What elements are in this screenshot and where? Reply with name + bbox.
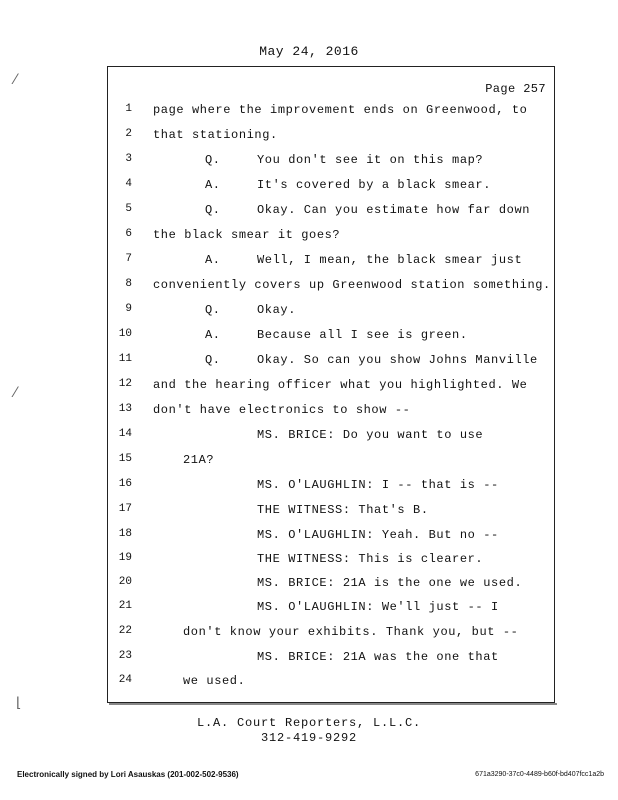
margin-mark: ⌊ [16, 695, 22, 711]
transcript-date: May 24, 2016 [259, 44, 359, 59]
line-content: Well, I mean, the black smear just [257, 253, 523, 267]
line-number: 15 [118, 453, 132, 465]
line-text: we used. [183, 674, 246, 688]
line-content: Because all I see is green. [257, 328, 468, 342]
speaker-label: Q. [205, 203, 221, 217]
line-number: 11 [118, 353, 132, 365]
line-number: 23 [118, 650, 132, 662]
line-number: 12 [118, 378, 132, 390]
line-number: 9 [125, 303, 132, 315]
speaker-label: A. [205, 178, 221, 192]
transcript-line [107, 153, 555, 177]
transcript-line [107, 103, 555, 127]
line-number: 2 [125, 128, 132, 140]
transcript-line [107, 528, 555, 552]
line-number: 19 [118, 552, 132, 564]
line-number: 16 [118, 478, 132, 490]
line-number: 22 [118, 625, 132, 637]
line-text [205, 153, 483, 167]
line-text: MS. BRICE: 21A is the one we used. [257, 576, 523, 590]
transcript-line [107, 650, 555, 674]
line-number: 10 [118, 328, 132, 340]
line-text: MS. O'LAUGHLIN: Yeah. But no -- [257, 528, 499, 542]
transcript-line [107, 478, 555, 502]
line-number: 24 [118, 674, 132, 686]
line-number: 8 [125, 278, 132, 290]
transcript-line [107, 625, 555, 649]
transcript-line [107, 303, 555, 327]
line-number: 18 [118, 528, 132, 540]
line-text: MS. BRICE: Do you want to use [257, 428, 484, 442]
electronic-signature: Electronically signed by Lori Asauskas (201-002-502-9536) [17, 770, 239, 779]
reporter-phone: 312-419-9292 [260, 731, 357, 745]
margin-mark: ⁄ [14, 385, 17, 401]
transcript-line [107, 378, 555, 402]
speaker-label: Q. [205, 353, 221, 367]
transcript-line [107, 403, 555, 427]
line-number: 21 [118, 600, 132, 612]
line-content: Okay. [257, 303, 297, 317]
transcript-line [107, 353, 555, 377]
transcript-line [107, 600, 555, 624]
transcript-line [107, 128, 555, 152]
speaker-label: Q. [205, 303, 221, 317]
transcript-line [107, 178, 555, 202]
transcript-line [107, 453, 555, 477]
speaker-label: A. [205, 328, 221, 342]
transcript-line [107, 576, 555, 600]
line-text [205, 303, 296, 317]
line-text: the black smear it goes? [153, 228, 341, 242]
line-text [205, 178, 491, 192]
transcript-line [107, 328, 555, 352]
speaker-label: Q. [205, 153, 221, 167]
line-content: Okay. Can you estimate how far down [257, 203, 531, 217]
line-text: conveniently covers up Greenwood station something. [153, 278, 551, 292]
line-number: 4 [125, 178, 132, 190]
line-text: THE WITNESS: That's B. [257, 503, 429, 517]
line-text: that stationing. [153, 128, 278, 142]
speaker-label: A. [205, 253, 221, 267]
line-number: 13 [118, 403, 132, 415]
frame-shadow [109, 703, 557, 705]
line-text: and the hearing officer what you highlighted. We [153, 378, 528, 392]
line-text: 21A? [183, 453, 215, 467]
line-text: THE WITNESS: This is clearer. [257, 552, 484, 566]
document-id: 671a3290-37c0-4489-b60f-bd407fcc1a2b [475, 771, 604, 778]
line-content: Okay. So can you show Johns Manville [257, 353, 538, 367]
line-content: You don't see it on this map? [257, 153, 484, 167]
margin-mark: ⁄ [14, 72, 17, 88]
line-number: 3 [125, 153, 132, 165]
line-text: don't have electronics to show -- [153, 403, 411, 417]
line-text: page where the improvement ends on Greenwood, to [153, 103, 528, 117]
line-text [205, 328, 468, 342]
line-text: don't know your exhibits. Thank you, but -- [183, 625, 519, 639]
transcript-line [107, 552, 555, 576]
reporter-company: L.A. Court Reporters, L.L.C. [196, 716, 422, 730]
transcript-line [107, 253, 555, 277]
line-text: MS. O'LAUGHLIN: I -- that is -- [257, 478, 499, 492]
transcript-line [107, 228, 555, 252]
line-number: 6 [125, 228, 132, 240]
line-number: 1 [125, 103, 132, 115]
transcript-line [107, 278, 555, 302]
line-number: 20 [118, 576, 132, 588]
transcript-line [107, 674, 555, 698]
line-content: It's covered by a black smear. [257, 178, 492, 192]
page-number: Page 257 [485, 82, 546, 96]
line-text: MS. BRICE: 21A was the one that [257, 650, 499, 664]
reporter-footer [0, 716, 618, 746]
line-number: 5 [125, 203, 132, 215]
line-number: 7 [125, 253, 132, 265]
line-number: 14 [118, 428, 132, 440]
transcript-line [107, 203, 555, 227]
line-text: MS. O'LAUGHLIN: We'll just -- I [257, 600, 499, 614]
line-text [205, 353, 538, 367]
transcript-line [107, 503, 555, 527]
line-text [205, 203, 530, 217]
transcript-line [107, 428, 555, 452]
line-text [205, 253, 522, 267]
line-number: 17 [118, 503, 132, 515]
